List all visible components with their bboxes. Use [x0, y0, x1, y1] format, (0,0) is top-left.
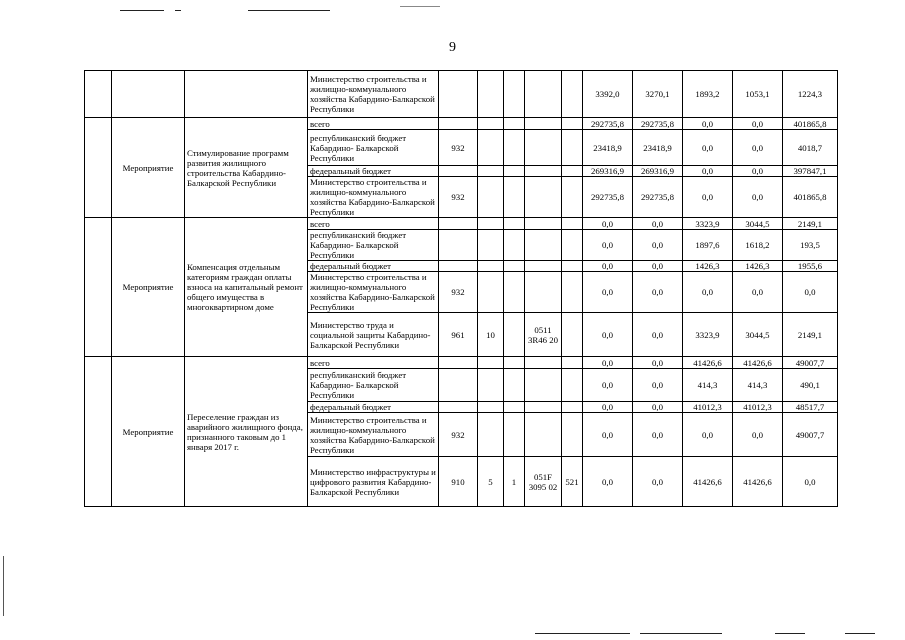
code-cell — [504, 177, 525, 218]
code-cell — [504, 402, 525, 413]
amount-cell: 414,3 — [683, 369, 733, 402]
funding-source-cell: федеральный бюджет — [308, 402, 439, 413]
amount-cell: 0,0 — [633, 357, 683, 369]
amount-cell: 0,0 — [783, 457, 838, 507]
code-cell: 910 — [439, 457, 478, 507]
code-cell: 932 — [439, 272, 478, 313]
amount-cell: 401865,8 — [783, 118, 838, 130]
code-cell — [478, 272, 504, 313]
code-cell — [504, 118, 525, 130]
amount-cell: 0,0 — [583, 313, 633, 357]
amount-cell: 1426,3 — [683, 261, 733, 272]
code-cell — [504, 166, 525, 177]
amount-cell — [562, 357, 583, 369]
amount-cell: 0,0 — [633, 413, 683, 457]
amount-cell — [562, 413, 583, 457]
code-cell — [525, 272, 562, 313]
code-cell — [478, 402, 504, 413]
funding-source-cell: всего — [308, 218, 439, 230]
amount-cell: 0,0 — [633, 313, 683, 357]
code-cell — [478, 166, 504, 177]
scan-artifact-line — [175, 10, 181, 11]
funding-source-cell: Министерство строительства и жилищно-коммунального хозяйства Кабардино-Балкарской Республики — [308, 71, 439, 118]
funding-source-cell: всего — [308, 357, 439, 369]
amount-cell: 0,0 — [633, 218, 683, 230]
amount-cell: 0,0 — [733, 272, 783, 313]
code-cell — [504, 413, 525, 457]
page-number: 9 — [449, 40, 456, 55]
amount-cell: 48517,7 — [783, 402, 838, 413]
budget-table — [84, 70, 838, 507]
code-cell — [439, 261, 478, 272]
code-cell — [439, 230, 478, 261]
code-cell: 0511 3R46 20 — [525, 313, 562, 357]
code-cell — [439, 369, 478, 402]
activity-name-cell: Переселение граждан из аварийного жилищного фонда, признанного таковым до 1 января 2017 г. — [185, 357, 308, 507]
amount-cell: 0,0 — [733, 118, 783, 130]
amount-cell: 0,0 — [733, 130, 783, 166]
amount-cell: 1897,6 — [683, 230, 733, 261]
code-cell — [478, 218, 504, 230]
amount-cell: 0,0 — [583, 413, 633, 457]
code-cell — [504, 313, 525, 357]
code-cell — [478, 357, 504, 369]
amount-cell: 521 — [562, 457, 583, 507]
scan-artifact-line — [400, 6, 440, 7]
scan-margin-mark — [3, 556, 4, 616]
scan-artifact-line — [535, 633, 630, 634]
amount-cell — [562, 369, 583, 402]
amount-cell — [562, 71, 583, 118]
amount-cell: 2149,1 — [783, 313, 838, 357]
amount-cell: 23418,9 — [633, 130, 683, 166]
code-cell — [439, 402, 478, 413]
code-cell — [504, 261, 525, 272]
amount-cell: 0,0 — [683, 272, 733, 313]
amount-cell: 3323,9 — [683, 218, 733, 230]
amount-cell: 1426,3 — [733, 261, 783, 272]
amount-cell: 0,0 — [633, 369, 683, 402]
amount-cell: 0,0 — [633, 457, 683, 507]
amount-cell: 0,0 — [683, 118, 733, 130]
row-number-cell — [85, 118, 112, 218]
funding-source-cell: республиканский бюджет Кабардино- Балкарской Республики — [308, 369, 439, 402]
amount-cell — [562, 313, 583, 357]
amount-cell: 0,0 — [683, 177, 733, 218]
funding-source-cell: Министерство строительства и жилищно-коммунального хозяйства Кабардино-Балкарской Республики — [308, 177, 439, 218]
amount-cell: 0,0 — [583, 369, 633, 402]
amount-cell: 401865,8 — [783, 177, 838, 218]
amount-cell: 1955,6 — [783, 261, 838, 272]
code-cell: 932 — [439, 177, 478, 218]
amount-cell: 269316,9 — [633, 166, 683, 177]
amount-cell: 0,0 — [583, 230, 633, 261]
amount-cell — [562, 230, 583, 261]
amount-cell: 0,0 — [733, 166, 783, 177]
amount-cell: 49007,7 — [783, 413, 838, 457]
amount-cell: 292735,8 — [583, 118, 633, 130]
amount-cell: 0,0 — [783, 272, 838, 313]
funding-source-cell: республиканский бюджет Кабардино- Балкарской Республики — [308, 130, 439, 166]
amount-cell: 490,1 — [783, 369, 838, 402]
amount-cell: 0,0 — [583, 357, 633, 369]
row-number-cell — [85, 71, 112, 118]
amount-cell: 4018,7 — [783, 130, 838, 166]
amount-cell: 41012,3 — [683, 402, 733, 413]
budget-table-body — [85, 71, 838, 507]
scan-artifact-line — [845, 633, 875, 634]
amount-cell: 3044,5 — [733, 218, 783, 230]
code-cell: 961 — [439, 313, 478, 357]
amount-cell: 292735,8 — [633, 177, 683, 218]
amount-cell: 23418,9 — [583, 130, 633, 166]
amount-cell: 3044,5 — [733, 313, 783, 357]
amount-cell: 3270,1 — [633, 71, 683, 118]
table-row — [85, 118, 838, 130]
amount-cell: 0,0 — [583, 272, 633, 313]
code-cell — [525, 71, 562, 118]
code-cell — [439, 218, 478, 230]
amount-cell: 49007,7 — [783, 357, 838, 369]
amount-cell: 0,0 — [683, 166, 733, 177]
code-cell — [525, 166, 562, 177]
code-cell — [504, 272, 525, 313]
amount-cell: 0,0 — [633, 230, 683, 261]
activity-name-cell: Стимулирование программ развития жилищного строительства Кабардино-Балкарской Республики — [185, 118, 308, 218]
activity-name-cell: Компенсация отдельным категориям граждан оплаты взноса на капитальный ремонт общего имущества в многоквартирном доме — [185, 218, 308, 357]
amount-cell: 0,0 — [583, 457, 633, 507]
activity-type-cell: Мероприятие — [112, 218, 185, 357]
amount-cell: 0,0 — [683, 130, 733, 166]
amount-cell — [562, 166, 583, 177]
code-cell — [478, 369, 504, 402]
amount-cell — [562, 218, 583, 230]
amount-cell — [562, 118, 583, 130]
code-cell — [504, 71, 525, 118]
code-cell — [525, 177, 562, 218]
funding-source-cell: федеральный бюджет — [308, 166, 439, 177]
code-cell — [525, 402, 562, 413]
code-cell — [504, 357, 525, 369]
code-cell — [525, 230, 562, 261]
amount-cell: 292735,8 — [633, 118, 683, 130]
code-cell — [439, 357, 478, 369]
code-cell: 1 — [504, 457, 525, 507]
amount-cell — [562, 261, 583, 272]
amount-cell: 1618,2 — [733, 230, 783, 261]
code-cell — [439, 166, 478, 177]
table-row — [85, 218, 838, 230]
funding-source-cell: федеральный бюджет — [308, 261, 439, 272]
code-cell — [525, 369, 562, 402]
code-cell — [525, 218, 562, 230]
code-cell — [525, 118, 562, 130]
amount-cell: 193,5 — [783, 230, 838, 261]
code-cell — [478, 230, 504, 261]
code-cell — [504, 369, 525, 402]
code-cell — [504, 230, 525, 261]
amount-cell: 41426,6 — [683, 357, 733, 369]
scan-artifact-line — [775, 633, 805, 634]
table-row — [85, 357, 838, 369]
code-cell — [525, 261, 562, 272]
amount-cell: 41426,6 — [683, 457, 733, 507]
activity-type-cell: Мероприятие — [112, 118, 185, 218]
amount-cell: 292735,8 — [583, 177, 633, 218]
amount-cell: 1053,1 — [733, 71, 783, 118]
code-cell — [439, 118, 478, 130]
code-cell: 932 — [439, 130, 478, 166]
amount-cell: 414,3 — [733, 369, 783, 402]
code-cell: 932 — [439, 413, 478, 457]
code-cell — [478, 130, 504, 166]
activity-name-cell — [185, 71, 308, 118]
table-row — [85, 71, 838, 118]
code-cell — [478, 261, 504, 272]
row-number-cell — [85, 357, 112, 507]
funding-source-cell: республиканский бюджет Кабардино- Балкарской Республики — [308, 230, 439, 261]
amount-cell — [562, 177, 583, 218]
amount-cell: 0,0 — [683, 413, 733, 457]
code-cell — [504, 218, 525, 230]
funding-source-cell: Министерство труда и социальной защиты Кабардино-Балкарской Республики — [308, 313, 439, 357]
amount-cell: 41426,6 — [733, 357, 783, 369]
code-cell — [525, 130, 562, 166]
code-cell — [478, 71, 504, 118]
code-cell — [439, 71, 478, 118]
code-cell — [478, 177, 504, 218]
scan-artifact-line — [248, 10, 330, 11]
amount-cell — [562, 272, 583, 313]
amount-cell — [562, 130, 583, 166]
amount-cell: 1893,2 — [683, 71, 733, 118]
row-number-cell — [85, 218, 112, 357]
amount-cell: 3323,9 — [683, 313, 733, 357]
amount-cell: 0,0 — [633, 261, 683, 272]
code-cell — [525, 357, 562, 369]
amount-cell: 0,0 — [583, 218, 633, 230]
code-cell: 5 — [478, 457, 504, 507]
scan-artifact-line — [120, 10, 164, 11]
funding-source-cell: Министерство строительства и жилищно-коммунального хозяйства Кабардино-Балкарской Республики — [308, 272, 439, 313]
funding-source-cell: всего — [308, 118, 439, 130]
funding-source-cell: Министерство строительства и жилищно-коммунального хозяйства Кабардино-Балкарской Республики — [308, 413, 439, 457]
amount-cell: 0,0 — [583, 402, 633, 413]
code-cell — [504, 130, 525, 166]
amount-cell: 0,0 — [733, 413, 783, 457]
amount-cell: 0,0 — [583, 261, 633, 272]
amount-cell — [562, 402, 583, 413]
amount-cell: 0,0 — [633, 402, 683, 413]
code-cell — [525, 413, 562, 457]
code-cell — [478, 118, 504, 130]
code-cell: 051F 3095 02 — [525, 457, 562, 507]
code-cell: 10 — [478, 313, 504, 357]
amount-cell: 269316,9 — [583, 166, 633, 177]
amount-cell: 3392,0 — [583, 71, 633, 118]
amount-cell: 0,0 — [733, 177, 783, 218]
scan-artifact-line — [640, 633, 722, 634]
activity-type-cell — [112, 71, 185, 118]
amount-cell: 2149,1 — [783, 218, 838, 230]
activity-type-cell: Мероприятие — [112, 357, 185, 507]
amount-cell: 397847,1 — [783, 166, 838, 177]
amount-cell: 0,0 — [633, 272, 683, 313]
amount-cell: 41426,6 — [733, 457, 783, 507]
code-cell — [478, 413, 504, 457]
amount-cell: 1224,3 — [783, 71, 838, 118]
amount-cell: 41012,3 — [733, 402, 783, 413]
funding-source-cell: Министерство инфраструктуры и цифрового развития Кабардино-Балкарской Республики — [308, 457, 439, 507]
